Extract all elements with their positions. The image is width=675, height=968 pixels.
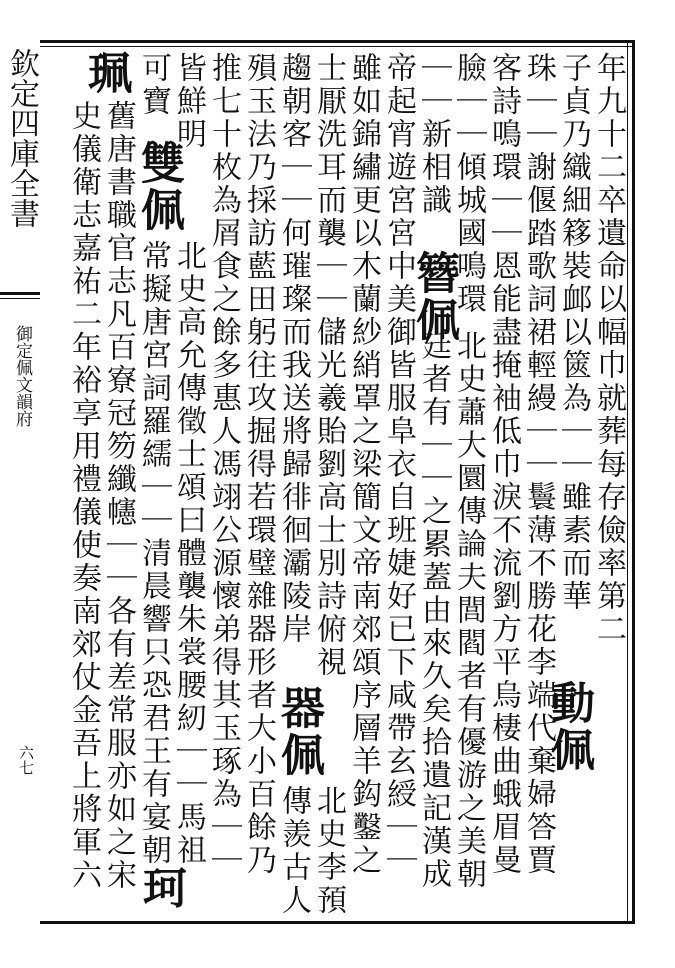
column-16: 史儀衛志嘉祐二年裕享用禮儀使奏南郊仗金吾上將軍六: [66, 100, 101, 892]
column-8: 雖如錦繡更以木蘭紗綃罩之梁簡文帝南郊頌序層羊鈎鑿之: [346, 52, 381, 877]
folio-number: 六七: [17, 745, 35, 775]
top-border-inner: [40, 46, 635, 47]
column-9: 士厭洗耳而襲｜｜儲光羲貽劉高士別詩俯視: [311, 52, 346, 679]
column-1: 年九十二卒遺命以幅巾就葬每存儉率第二: [591, 52, 626, 646]
head-zan: 簪佩: [408, 250, 459, 344]
column-7: 帝起宵遊宮宮中美御皆服阜衣自班婕好已下咸帶玄綬｜｜: [381, 52, 416, 877]
column-12: 推七十枚為屑食之餘多惠人馮翊公源懷弟得其玉琢為｜｜: [206, 52, 241, 877]
head-dong: 動佩: [543, 680, 594, 774]
head-shuang-note: 北史高允傳徵士頌曰體襲朱裳腰紉｜｜馬祖: [171, 240, 206, 867]
column-4: 客詩鳴環｜｜恩能盡掩袖低巾淚不流劉方平烏棲曲蛾眉曼: [486, 52, 521, 877]
right-border: [632, 40, 635, 924]
bottom-border: [40, 921, 635, 924]
column-13: 皆鮮明: [171, 52, 206, 151]
head-shuang: 雙佩: [133, 140, 184, 234]
head-zan-note-2: 廷者有｜｜之累蓋由來久矣拾遺記漢成: [416, 330, 451, 891]
column-14: 可寶: [136, 52, 171, 118]
tab-line: [0, 298, 40, 299]
top-border: [40, 40, 635, 43]
head-zan-note: 北史蕭大圜傳論夫閭閻者有優游之美朝: [451, 330, 486, 891]
head-qi: 器佩: [273, 685, 324, 779]
margin-divider: [0, 292, 40, 295]
head-shuang-note-2: 常擬唐宮詞羅繻｜｜清晨響只恐君王有宴朝: [136, 240, 171, 867]
column-6: ｜｜新相識: [416, 52, 451, 217]
head-qi-note-2: 傳羨古人: [276, 785, 311, 917]
column-10: 趨朝客｜｜何璀璨而我送將歸徘徊灞陵岸: [276, 52, 311, 646]
column-5: 臉｜｜傾城國鳴環: [451, 52, 486, 316]
column-15: 舊唐書職官志凡百寮冠笏纖幰｜｜各有差常服亦如之宋: [101, 100, 136, 892]
head-qi-note: 北史李預: [311, 785, 346, 917]
column-3: 珠｜｜謝偃踏歌詞裙輕縵｜｜鬟薄不勝花李端代棄婦答賈: [521, 52, 556, 877]
tab-title: 御定佩文韻府: [12, 325, 32, 427]
column-11: 殞玉法乃採訪藍田躬往攻掘得若環璧雜器形者大小百餘乃: [241, 52, 276, 877]
column-2: 子貞乃織細簃裝䘏以篋為｜｜雖素而華: [556, 52, 591, 613]
head-pei: 珮: [80, 50, 131, 97]
head-ke: 珂: [135, 865, 186, 912]
book-title: 欽定四庫全書: [4, 48, 39, 228]
